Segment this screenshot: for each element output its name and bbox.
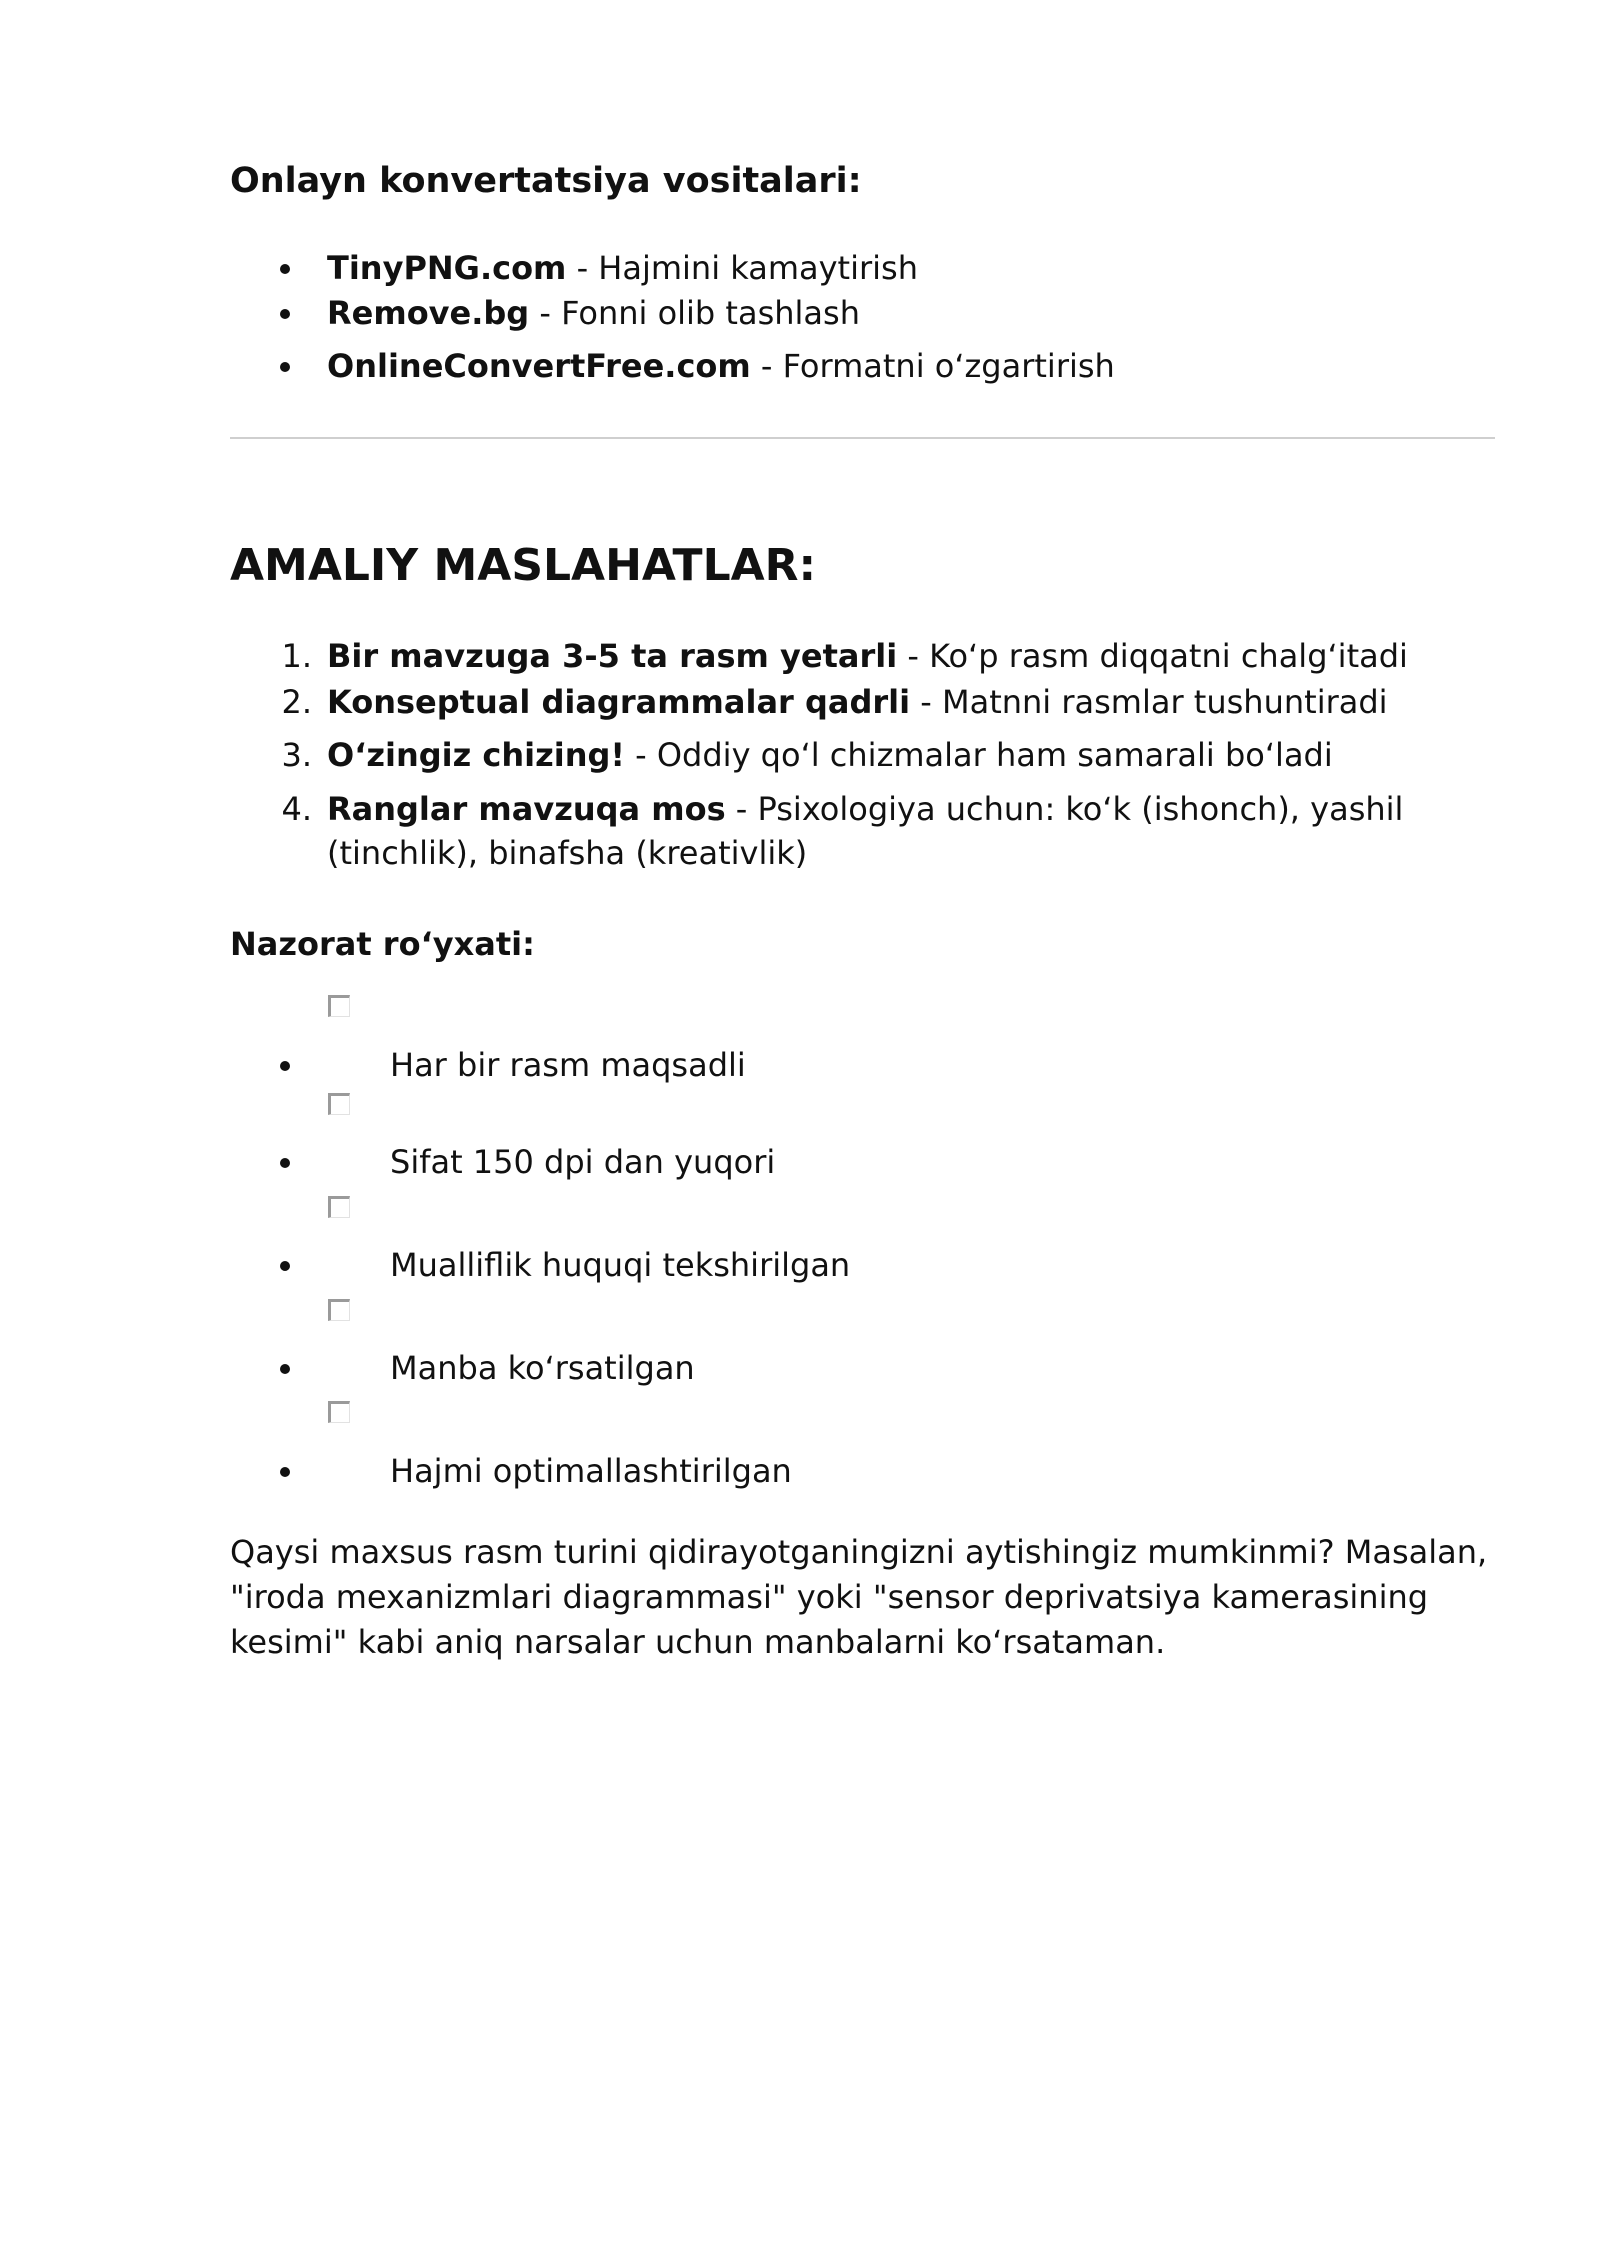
tip-title: Ranglar mavzuqa mos — [327, 790, 726, 828]
list-number: 4. — [281, 790, 312, 828]
list-number: 2. — [281, 683, 312, 721]
bullet-icon — [280, 1467, 290, 1477]
tip-description: - Oddiy qo‘l chizmalar ham samarali bo‘ladi — [624, 736, 1333, 774]
bullet-icon — [280, 1158, 290, 1168]
tools-heading: Onlayn konvertatsiya vositalari: — [230, 161, 862, 201]
tool-description: - Formatni o‘zgartirish — [750, 347, 1115, 385]
section-divider — [230, 437, 1495, 439]
tool-name: TinyPNG.com — [327, 249, 567, 287]
tip-title: Konseptual diagrammalar qadrli — [327, 683, 911, 721]
tip-description: - Ko‘p rasm diqqatni chalg‘itadi — [897, 637, 1408, 675]
tool-description: - Hajmini kamaytirish — [566, 249, 918, 287]
bullet-icon — [280, 1261, 290, 1271]
tip-description: - Psixologiya uchun: ko‘k (ishonch), yashil (tinchlik), binafsha (kreativlik) — [327, 790, 1404, 872]
checkbox-icon[interactable] — [328, 1093, 350, 1115]
checklist-item-label: Hajmi optimallashtirilgan — [390, 1452, 792, 1490]
bullet-icon — [280, 309, 290, 319]
bullet-icon — [280, 264, 290, 274]
list-number: 1. — [281, 637, 312, 675]
bullet-icon — [280, 1061, 290, 1071]
checklist-item-label: Mualliflik huquqi tekshirilgan — [390, 1246, 851, 1284]
closing-paragraph: Qaysi maxsus rasm turini qidirayotganingizni aytishingiz mumkinmi? Masalan, "iroda mexanizmlari diagrammasi" yoki "sensor deprivatsiya kamerasining kesimi" kabi aniq narsalar uchun manbalarni ko‘rsataman. — [230, 1533, 1488, 1661]
tips-heading: AMALIY MASLAHATLAR: — [230, 540, 817, 591]
checkbox-icon[interactable] — [328, 995, 350, 1017]
checklist-heading: Nazorat ro‘yxati: — [230, 925, 535, 963]
checkbox-icon[interactable] — [328, 1299, 350, 1321]
checklist-item-label: Manba ko‘rsatilgan — [390, 1349, 695, 1387]
tip-description: - Matnni rasmlar tushuntiradi — [910, 683, 1388, 721]
tip-title: O‘zingiz chizing! — [327, 736, 625, 774]
list-number: 3. — [281, 736, 312, 774]
bullet-icon — [280, 362, 290, 372]
tool-name: OnlineConvertFree.com — [327, 347, 751, 385]
checkbox-icon[interactable] — [328, 1196, 350, 1218]
bullet-icon — [280, 1364, 290, 1374]
checklist-item-label: Har bir rasm maqsadli — [390, 1046, 746, 1084]
tool-name: Remove.bg — [327, 294, 530, 332]
checklist-item-label: Sifat 150 dpi dan yuqori — [390, 1143, 776, 1181]
tool-description: - Fonni olib tashlash — [529, 294, 860, 332]
checkbox-icon[interactable] — [328, 1401, 350, 1423]
tip-title: Bir mavzuga 3-5 ta rasm yetarli — [327, 637, 898, 675]
